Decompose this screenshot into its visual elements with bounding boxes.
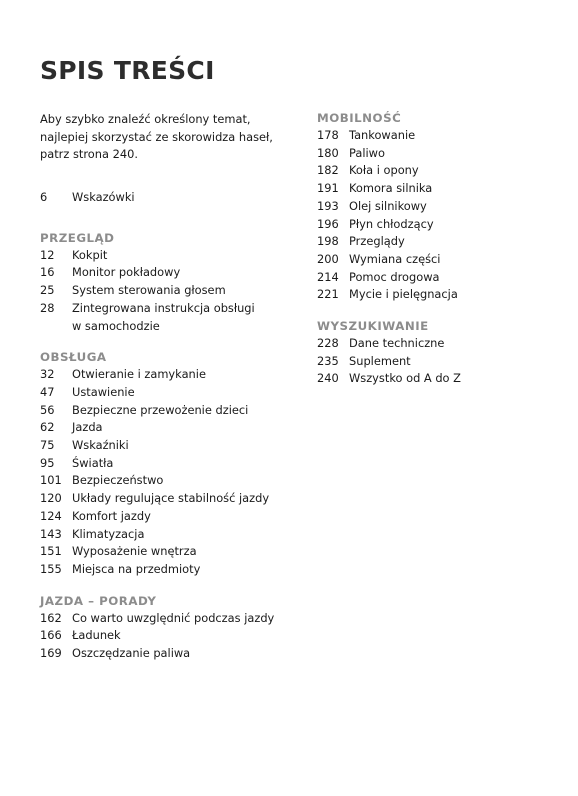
section-title: JAZDA – PORADY — [40, 593, 157, 608]
toc-entry[interactable] — [40, 526, 290, 544]
toc-label: Wskaźniki — [72, 438, 129, 453]
toc-label: Koła i opony — [349, 163, 419, 178]
toc-label: Światła — [72, 455, 114, 470]
toc-label: Dane techniczne — [349, 336, 445, 351]
toc-label: Wszystko od A do Z — [349, 371, 461, 386]
toc-page-number: 228 — [317, 336, 339, 351]
toc-page-number: 25 — [40, 283, 55, 298]
toc-page-number: 155 — [40, 561, 62, 576]
toc-label: Kokpit — [72, 247, 108, 262]
section-title: PRZEGLĄD — [40, 230, 115, 245]
toc-page-number: 151 — [40, 544, 62, 559]
toc-entry[interactable] — [40, 419, 290, 437]
section-title: WYSZUKIWANIE — [317, 319, 429, 334]
toc-page-number: 6 — [40, 190, 48, 204]
toc-page-number: 143 — [40, 526, 62, 541]
toc-entry[interactable] — [40, 247, 290, 265]
toc-entry[interactable] — [317, 233, 567, 251]
toc-page-number: 221 — [317, 287, 339, 302]
toc-page-number: 162 — [40, 610, 62, 625]
toc-label: Płyn chłodzący — [349, 216, 434, 231]
toc-page-number: 182 — [317, 163, 339, 178]
toc-page-number: 200 — [317, 251, 339, 266]
toc-page-number: 235 — [317, 353, 339, 368]
toc-entry[interactable] — [40, 384, 290, 402]
toc-label: Komora silnika — [349, 181, 433, 196]
toc-label: Pomoc drogowa — [349, 269, 440, 284]
toc-label: System sterowania głosem — [72, 283, 226, 298]
toc-page-number: 32 — [40, 367, 55, 382]
toc-label: Bezpieczne przewożenie dzieci — [72, 402, 249, 417]
toc-page-number: 75 — [40, 438, 55, 453]
toc-label: Wskazówki — [72, 190, 135, 204]
toc-page-number: 95 — [40, 455, 55, 470]
toc-entry[interactable] — [40, 561, 290, 579]
toc-entry[interactable] — [40, 455, 290, 473]
toc-label: Zintegrowana instrukcja obsługi w samochodzie — [72, 300, 255, 333]
toc-label: Przeglądy — [349, 234, 405, 249]
toc-label: Układy regulujące stabilność jazdy — [72, 491, 270, 506]
toc-entry[interactable] — [40, 300, 290, 335]
toc-label: Miejsca na przedmioty — [72, 561, 201, 576]
toc-entry[interactable] — [317, 180, 567, 198]
toc-entry[interactable] — [40, 508, 290, 526]
toc-section-wyszukiwanie — [317, 317, 567, 388]
toc-page-number: 12 — [40, 247, 55, 262]
toc-entry[interactable] — [317, 335, 567, 353]
toc-entry[interactable] — [40, 472, 290, 490]
toc-entry[interactable] — [40, 282, 290, 300]
toc-label: Ustawienie — [72, 384, 135, 399]
toc-label: Suplement — [349, 353, 411, 368]
toc-entry[interactable] — [317, 251, 567, 269]
toc-page-number: 16 — [40, 265, 55, 280]
toc-entry[interactable] — [40, 543, 290, 561]
toc-label: Mycie i pielęgnacja — [349, 287, 458, 302]
toc-entry[interactable] — [40, 264, 290, 282]
toc-entry[interactable] — [40, 645, 290, 663]
toc-entry[interactable] — [40, 189, 290, 207]
toc-entry[interactable] — [40, 366, 290, 384]
toc-page-number: 124 — [40, 508, 62, 523]
toc-label: Komfort jazdy — [72, 508, 151, 523]
toc-section-jazda-porady — [40, 592, 290, 663]
toc-label: Klimatyzacja — [72, 526, 145, 541]
toc-label: Paliwo — [349, 145, 385, 160]
toc-page-number: 191 — [317, 181, 339, 196]
toc-entry[interactable] — [40, 437, 290, 455]
toc-section-obsluga — [40, 348, 290, 578]
toc-entry[interactable] — [40, 610, 290, 628]
toc-label: Wymiana części — [349, 251, 441, 266]
toc-entry[interactable] — [40, 490, 290, 508]
toc-entry[interactable] — [40, 402, 290, 420]
toc-page-number: 120 — [40, 491, 62, 506]
toc-label: Co warto uwzględnić podczas jazdy — [72, 610, 275, 625]
toc-entry[interactable] — [317, 162, 567, 180]
toc-section-mobilnosc — [317, 109, 567, 304]
toc-label: Tankowanie — [349, 128, 416, 142]
toc-entry[interactable] — [317, 127, 567, 145]
intro-text: Aby szybko znaleźć określony temat, najlepiej skorzystać ze skorowidza haseł, patrz strona 240. — [40, 112, 273, 161]
toc-page-number: 47 — [40, 384, 55, 399]
toc-left-column — [40, 189, 290, 663]
toc-page-number: 240 — [317, 371, 339, 386]
toc-entry[interactable] — [317, 370, 567, 388]
toc-entry[interactable] — [317, 145, 567, 163]
toc-right-column — [317, 109, 567, 388]
toc-entry[interactable] — [317, 269, 567, 287]
toc-page-number: 193 — [317, 198, 339, 213]
toc-page-number: 101 — [40, 473, 62, 488]
toc-entry[interactable] — [317, 286, 567, 304]
toc-page-number: 196 — [317, 216, 339, 231]
toc-label: Bezpieczeństwo — [72, 473, 164, 488]
toc-label: Ładunek — [72, 628, 121, 643]
toc-page-number: 169 — [40, 646, 62, 661]
toc-page-number: 180 — [317, 145, 339, 160]
toc-page-number: 28 — [40, 300, 55, 315]
toc-entry[interactable] — [317, 353, 567, 371]
toc-label: Olej silnikowy — [349, 198, 427, 213]
toc-label: Monitor pokładowy — [72, 265, 181, 280]
toc-page-number: 214 — [317, 269, 339, 284]
toc-page-number: 178 — [317, 128, 339, 142]
toc-entry[interactable] — [317, 216, 567, 234]
section-title: OBSŁUGA — [40, 350, 107, 365]
toc-page-number: 62 — [40, 420, 55, 435]
section-title: MOBILNOŚĆ — [317, 111, 402, 125]
toc-section-przeglad — [40, 229, 290, 336]
toc-label: Wyposażenie wnętrza — [72, 544, 197, 559]
toc-label: Oszczędzanie paliwa — [72, 646, 191, 661]
toc-entry[interactable] — [317, 198, 567, 216]
toc-page-number: 166 — [40, 628, 62, 643]
toc-page-number: 198 — [317, 234, 339, 249]
toc-label: Otwieranie i zamykanie — [72, 367, 206, 382]
toc-entry[interactable] — [40, 627, 290, 645]
toc-page-number: 56 — [40, 402, 55, 417]
page-title: SPIS TREŚCI — [40, 56, 215, 85]
toc-label: Jazda — [72, 420, 103, 435]
